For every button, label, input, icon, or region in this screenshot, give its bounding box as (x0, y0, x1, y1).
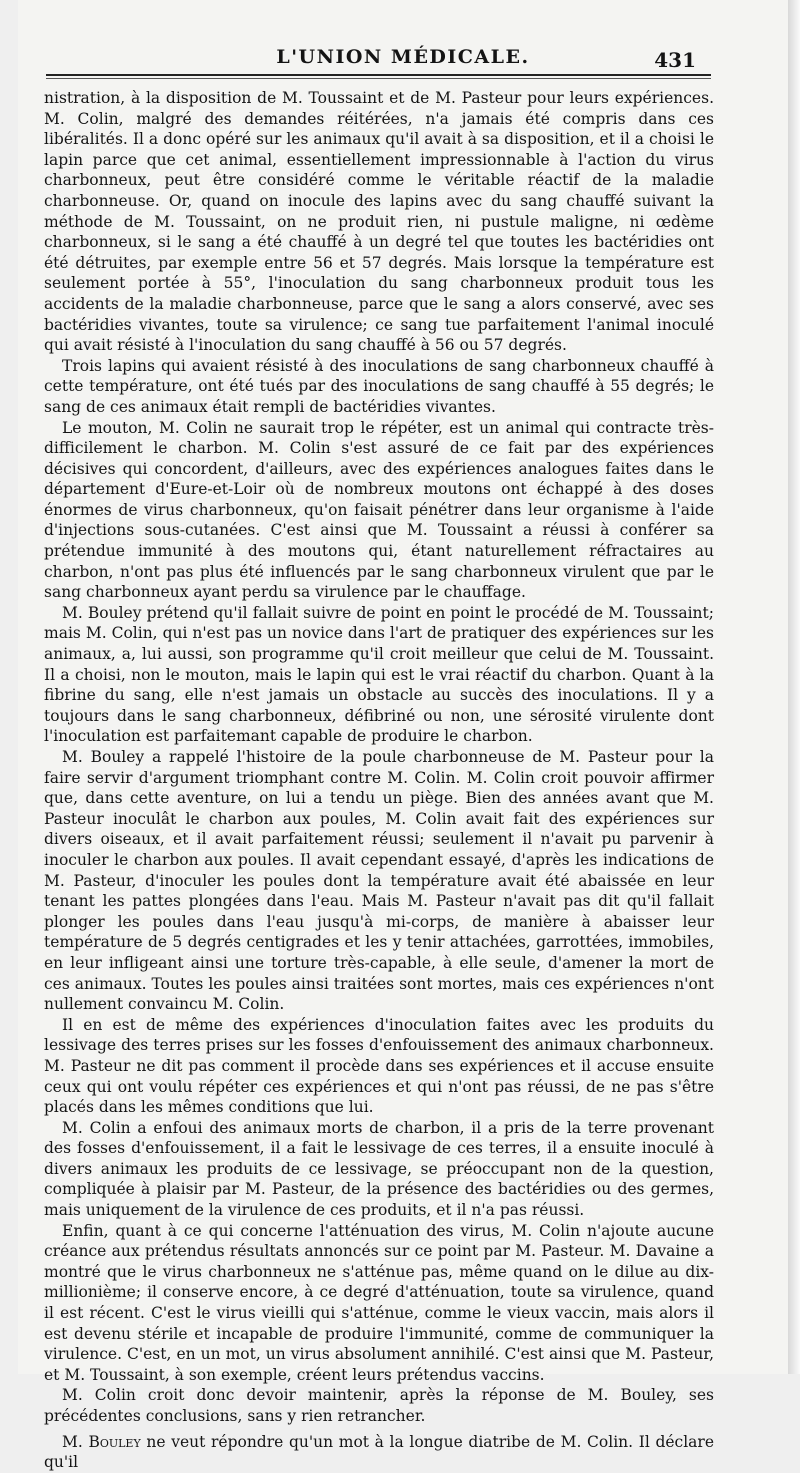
body-text (44, 88, 714, 1473)
header-rule (46, 74, 711, 79)
paragraph-3: Le mouton, M. Colin ne saurait trop le répéter, est un animal qui contracte très-difficilement le charbon. M. Colin s'est assuré de ce fait par des expériences décisives qui concordent, d'ailleurs, avec des expériences analogues faites dans le département d'Eure-et-Loir où de nombreux moutons ont échappé à des doses énormes de virus charbonneux, qu'on faisait pénétrer dans leur organisme à l'aide d'injections sous-cutanées. C'est ainsi que M. Toussaint a réussi à conférer sa prétendue immunité à des moutons qui, étant naturellement réfractaires au charbon, n'ont pas plus été influencés par le sang charbonneux virulent que par le sang charbonneux ayant perdu sa virulence par le chauffage. (44, 418, 714, 602)
paragraph-4: M. Bouley prétend qu'il fallait suivre de point en point le procédé de M. Toussaint; mais M. Colin, qui n'est pas un novice dans l'art de pratiquer des expériences sur les animaux, a, lui aussi, son programme qu'il croit meilleur que celui de M. Toussaint. Il a choisi, non le mouton, mais le lapin qui est le vrai réactif du charbon. Quant à la fibrine du sang, elle n'est jamais un obstacle au succès des inoculations. Il y a toujours dans le sang charbonneux, défibriné ou non, une sérosité virulente dont l'inoculation est parfaitemant capable de produire le charbon. (44, 603, 714, 746)
paragraph-8: Enfin, quant à ce qui concerne l'atténuation des virus, M. Colin n'ajoute aucune créance aux prétendus résultats annoncés sur ce point par M. Pasteur. M. Davaine a montré que le virus charbonneux ne s'atténue pas, même quand on le dilue au dix-millionième; il conserve encore, à ce degré d'atténuation, toute sa virulence, quand il est récent. C'est le virus vieilli qui s'atténue, comme le vieux vaccin, mais alors il est devenu stérile et incapable de produire l'immunité, comme de communiquer la virulence. C'est, en un mot, un virus absolument annihilé. C'est ainsi que M. Pasteur, et M. Toussaint, à son exemple, créent leurs prétendus vaccins. (44, 1221, 714, 1384)
paragraph-5: M. Bouley a rappelé l'histoire de la poule charbonneuse de M. Pasteur pour la faire servir d'argument triomphant contre M. Colin. M. Colin croit pouvoir affirmer que, dans cette aventure, on lui a tendu un piège. Bien des années avant que M. Pasteur inoculât le charbon aux poules, M. Colin avait fait des expériences sur divers oiseaux, et il avait parfaitement réussi; seulement il n'avait pu parvenir à inoculer le charbon aux poules. Il avait cependant essayé, d'après les indications de M. Pasteur, d'inoculer les poules dont la température avait été abaissée en leur tenant les pattes plongées dans l'eau. Mais M. Pasteur n'avait pas dit qu'il fallait plonger les poules dans l'eau jusqu'à mi-corps, de manière à abaisser leur température de 5 degrés centigrades et les y tenir attachées, garrottées, immobiles, en leur infligeant ainsi une torture très-capable, à elle seule, d'amener la mort de ces animaux. Toutes les poules ainsi traitées sont mortes, mais ces expériences n'ont nullement convaincu M. Colin. (44, 748, 714, 1014)
paragraph-9: M. Colin croit donc devoir maintenir, après la réponse de M. Bouley, ses précédentes conclusions, sans y rien retrancher. (44, 1386, 714, 1425)
paragraph-10 (44, 1432, 714, 1473)
running-title: L'UNION MÉDICALE. (276, 46, 530, 68)
page-number: 431 (654, 48, 696, 72)
page-header (18, 40, 788, 74)
document-page (18, 0, 788, 1472)
paragraph-1: nistration, à la disposition de M. Toussaint et de M. Pasteur pour leurs expériences. M. Colin, malgré des demandes réitérées, n'a jamais été compris dans ces libéralités. Il a donc opéré sur les animaux qu'il avait à sa disposition, et il a choisi le lapin parce que cet animal, essentiellement impressionnable à l'action du virus charbonneux, peut être considéré comme le véritable réactif de la maladie charbonneuse. Or, quand on inocule des lapins avec du sang chauffé suivant la méthode de M. Toussaint, on ne produit rien, ni pustule maligne, ni œdème charbonneux, si le sang a été chauffé à un degré tel que toutes les bactéridies ont été détruites, par exemple entre 56 et 57 degrés. Mais lorsque la température est seulement portée à 55°, l'inoculation du sang charbonneux produit tous les accidents de la maladie charbonneuse, parce que le sang a alors conservé, avec ses bactéridies vivantes, toute sa virulence; ce sang tue parfaitement l'animal inoculé qui avait résisté à l'inoculation du sang chauffé à 56 ou 57 degrés. (44, 89, 714, 355)
paragraph-2: Trois lapins qui avaient résisté à des inoculations de sang charbonneux chauffé à cette température, ont été tués par des inoculations de sang chauffé à 55 degrés; le sang de ces animaux était rempli de bactéridies vivantes. (44, 356, 714, 416)
paragraph-7: M. Colin a enfoui des animaux morts de charbon, il a pris de la terre provenant des fosses d'enfouissement, il a fait le lessivage de ces terres, il a ensuite inoculé à divers animaux les produits de ce lessivage, se préoccupant non de la question, compliquée à plaisir par M. Pasteur, de la présence des bactéridies ou des germes, mais uniquement de la virulence de ces produits, et il n'a pas réussi. (44, 1118, 714, 1220)
speaker-name: M. Bouley (62, 1432, 141, 1451)
paragraph-10-text: ne veut répondre qu'un mot à la longue diatribe de M. Colin. Il déclare qu'il (44, 1432, 715, 1472)
paragraph-6: Il en est de même des expériences d'inoculation faites avec les produits du lessivage des terres prises sur les fosses d'enfouissement des animaux charbonneux. M. Pasteur ne dit pas comment il procède dans ses expériences et il accuse ensuite ceux qui ont voulu répéter ces expériences et qui n'ont pas réussi, de ne pas s'être placés dans les mêmes conditions que lui. (44, 1015, 714, 1117)
